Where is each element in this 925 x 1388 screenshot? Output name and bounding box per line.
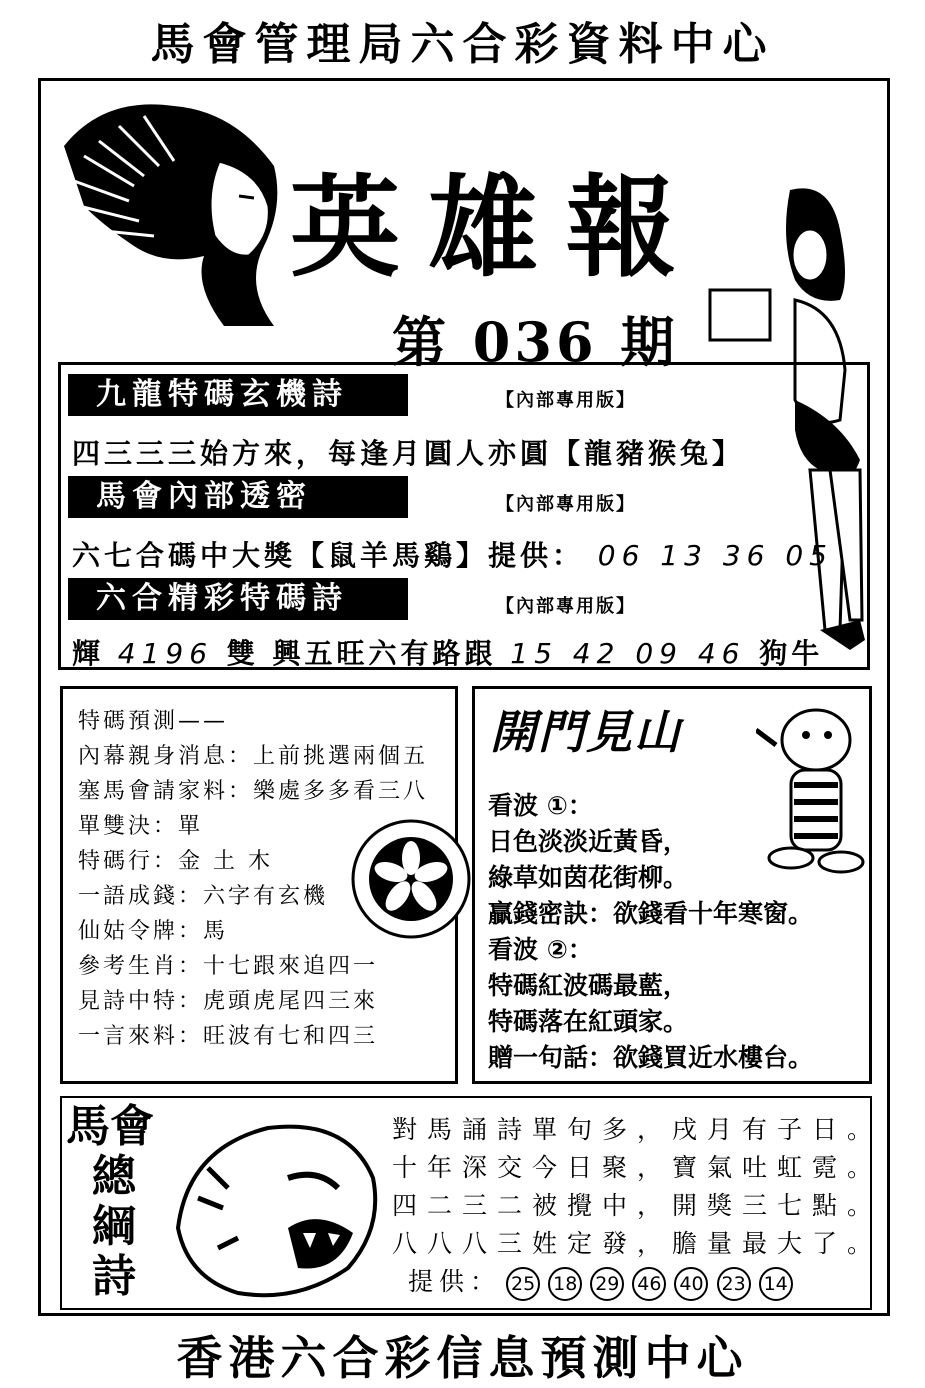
top-title: 馬會管理局六合彩資料中心 bbox=[150, 19, 775, 70]
kaimen-line: 綠草如茵花街柳。 bbox=[488, 863, 689, 892]
section-tag-1: 【內部專用版】 bbox=[496, 390, 636, 411]
number-ball: 25 bbox=[506, 1267, 540, 1301]
section-line-2-nums: 06 13 36 05 bbox=[597, 539, 833, 572]
prediction-line: 內幕親身消息：上前挑選兩個五 bbox=[78, 744, 429, 769]
poem-line: 十年深交今日聚，寶氣吐虹霓。 bbox=[392, 1153, 883, 1182]
section-line-3-c: 狗牛 bbox=[759, 637, 824, 670]
number-ball: 14 bbox=[759, 1267, 793, 1301]
section-line-3-b: 雙 興五旺六有路跟 bbox=[226, 637, 497, 670]
number-ball: 23 bbox=[717, 1267, 751, 1301]
provide-label: 提供： bbox=[408, 1267, 502, 1296]
section-tag-2: 【內部專用版】 bbox=[496, 494, 636, 515]
prediction-line: 單雙決：單 bbox=[78, 814, 204, 839]
section-bar-2: 馬會內部透密 bbox=[68, 476, 408, 518]
prediction-line: 一言來料：旺波有七和四三 bbox=[78, 1024, 379, 1049]
section-bar-1: 九龍特碼玄機詩 bbox=[68, 374, 408, 416]
section-line-3 bbox=[72, 632, 823, 672]
prediction-line: 塞馬會請家料：樂處多多看三八 bbox=[78, 779, 429, 804]
poem-line: 八八八三姓定發，膽量最大了。 bbox=[392, 1229, 883, 1258]
chief-headdress-icon bbox=[44, 86, 294, 336]
bottom-title: 香港六合彩信息預測中心 bbox=[176, 1331, 749, 1385]
kaimen-line: 看波 ②： bbox=[488, 935, 593, 964]
section-line-2 bbox=[72, 534, 833, 574]
section-tag-3: 【內部專用版】 bbox=[496, 596, 636, 617]
prediction-line: 仙姑令牌：馬 bbox=[78, 919, 229, 944]
bauhinia-seal-icon bbox=[350, 818, 472, 940]
section-line-2-text: 六七合碼中大獎【鼠羊馬鷄】提供： bbox=[72, 539, 585, 572]
section-bar-3: 六合精彩特碼詩 bbox=[68, 578, 408, 620]
issue-number: 第 036 期 bbox=[392, 310, 679, 374]
kaimen-line: 特碼紅波碼最藍， bbox=[488, 971, 689, 1000]
section-line-1: 四三三三始方來，每逢月圓人亦圓【龍豬猴兔】 bbox=[72, 437, 745, 470]
kaimen-line: 贈一句話：欲錢買近水樓台。 bbox=[488, 1043, 814, 1072]
number-ball: 29 bbox=[590, 1267, 624, 1301]
masthead-title: 英雄報 bbox=[290, 163, 704, 292]
zonggang-vertical-4: 詩 bbox=[92, 1251, 136, 1302]
number-ball: 40 bbox=[674, 1267, 708, 1301]
zonggang-vertical-1: 馬會 bbox=[66, 1101, 154, 1152]
section-line-3-b-nums: 15 42 09 46 bbox=[510, 637, 746, 670]
number-ball: 18 bbox=[548, 1267, 582, 1301]
prediction-line: 見詩中特：虎頭虎尾四三來 bbox=[78, 989, 379, 1014]
kaimen-title: 開門見山 bbox=[490, 705, 682, 759]
kaimen-line: 特碼落在紅頭家。 bbox=[488, 1007, 689, 1036]
section-line-3-a: 輝 bbox=[72, 637, 105, 670]
prediction-line: 特碼預測—— bbox=[78, 709, 229, 734]
zonggang-vertical-3: 綱 bbox=[92, 1201, 136, 1252]
poem-line: 四二三二被攪中，開獎三七點。 bbox=[392, 1191, 883, 1220]
number-ball: 46 bbox=[632, 1267, 666, 1301]
section-line-3-a-nums: 4196 bbox=[117, 637, 214, 670]
tiger-head-icon bbox=[168, 1108, 386, 1304]
prediction-line: 特碼行：金 土 木 bbox=[78, 849, 273, 874]
tiger-cartoon-icon bbox=[756, 700, 868, 886]
kaimen-line: 看波 ①： bbox=[488, 791, 593, 820]
zonggang-vertical-2: 總 bbox=[92, 1151, 136, 1202]
kaimen-line: 贏錢密訣：欲錢看十年寒窗。 bbox=[488, 899, 814, 928]
poem-line: 對馬誦詩單句多，戌月有子日。 bbox=[392, 1115, 883, 1144]
prediction-line: 參考生肖：十七跟來追四一 bbox=[78, 954, 379, 979]
prediction-line: 一語成錢：六字有玄機 bbox=[78, 884, 329, 909]
kaimen-line: 日色淡淡近黃昏， bbox=[488, 827, 689, 856]
provide-row bbox=[408, 1262, 796, 1301]
